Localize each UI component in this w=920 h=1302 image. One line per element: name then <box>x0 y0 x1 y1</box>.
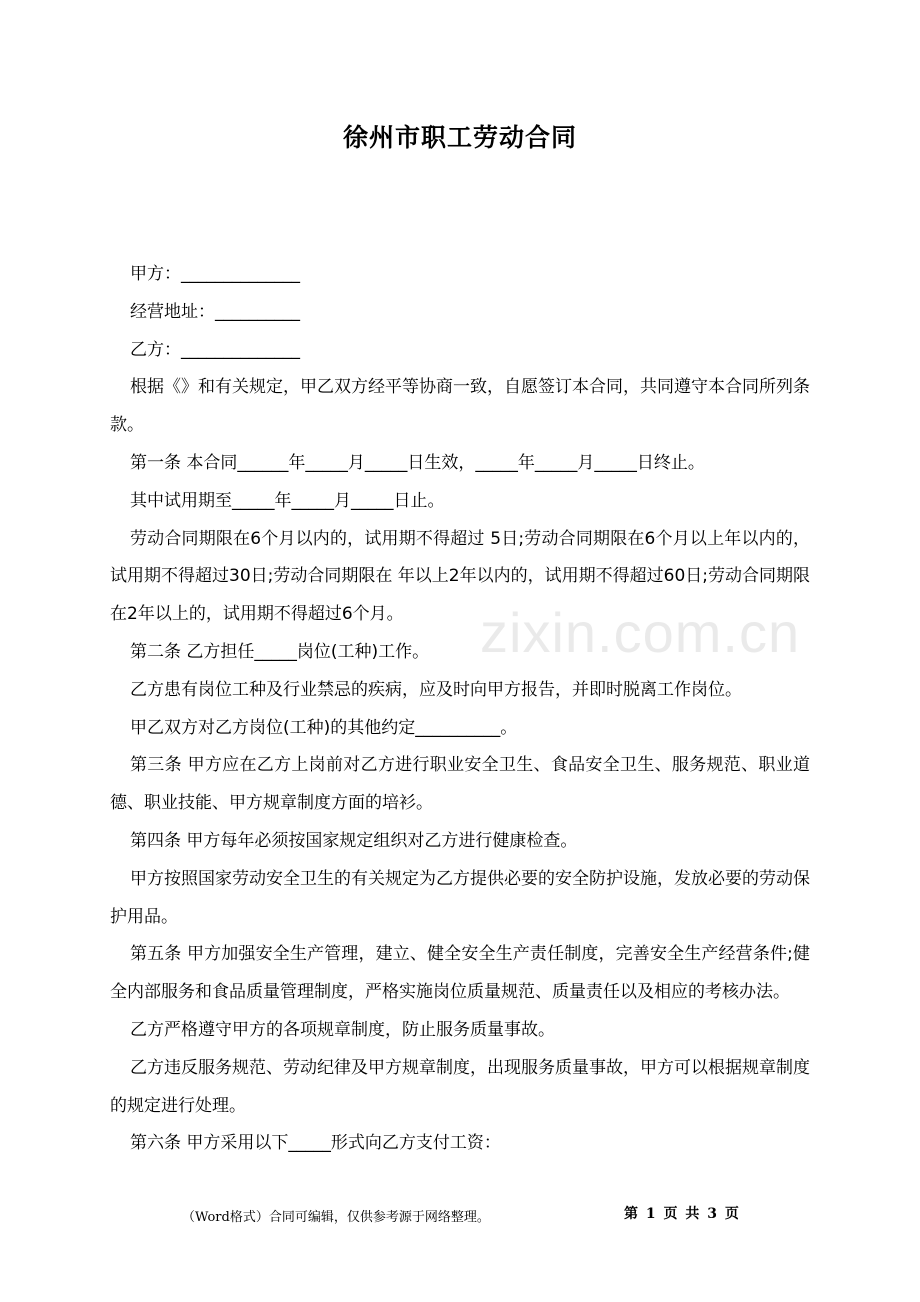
watermark: zixin.com.cn <box>480 601 801 664</box>
rules-compliance-paragraph: 乙方严格遵守甲方的各项规章制度，防止服务质量事故。 <box>130 1019 555 1040</box>
article-6-paragraph: 第六条 甲方采用以下_____形式向乙方支付工资： <box>130 1133 501 1154</box>
article-2-paragraph: 第二条 乙方担任_____岗位(工种)工作。 <box>130 641 430 662</box>
article-4-paragraph: 第四条 甲方每年必须按国家规定组织对乙方进行健康检查。 <box>130 830 578 851</box>
party-b-line: 乙方：______________ <box>130 339 300 360</box>
business-address-line: 经营地址：__________ <box>130 301 300 322</box>
disease-report-paragraph: 乙方患有岗位工种及行业禁忌的疾病，应及时向甲方报告，并即时脱离工作岗位。 <box>130 679 742 700</box>
violation-handling-paragraph: 乙方违反服务规范、劳动纪律及甲方规章制度，出现服务质量事故，甲方可以根据规章制度的规定进行处理。 <box>110 1057 810 1116</box>
safety-equipment-paragraph: 甲方按照国家劳动安全卫生的有关规定为乙方提供必要的安全防护设施，发放必要的劳动保护用品。 <box>110 868 810 927</box>
probation-rules-paragraph: 劳动合同期限在6个月以内的，试用期不得超过 5日;劳动合同期限在6个月以上年以内的，试用期不得超过30日;劳动合同期限在 年以上2年以内的，试用期不得超过60日;劳动合同期限在2年以上的，试用期不得超过6个月。 <box>110 528 810 625</box>
probation-period-paragraph: 其中试用期至_____年_____月_____日止。 <box>130 490 445 511</box>
party-a-line: 甲方：______________ <box>130 264 300 284</box>
document-title: 徐州市职工劳动合同 <box>342 123 577 152</box>
other-agreement-paragraph: 甲乙双方对乙方岗位(工种)的其他约定__________。 <box>130 717 518 738</box>
article-5-paragraph: 第五条 甲方加强安全生产管理，建立、健全安全生产责任制度，完善安全生产经营条件;健全内部服务和食品质量管理制度，严格实施岗位质量规范、质量责任以及相应的考核办法。 <box>110 944 810 1003</box>
preamble-paragraph: 根据《》和有关规定，甲乙双方经平等协商一致，自愿签订本合同，共同遵守本合同所列条款。 <box>110 377 810 436</box>
footer-note: （Word格式）合同可编辑，仅供参考源于网络整理。 <box>182 1210 490 1225</box>
article-1-paragraph: 第一条 本合同______年_____月_____日生效，_____年_____月_____日终止。 <box>130 452 705 473</box>
document-body <box>110 256 810 1163</box>
article-3-paragraph: 第三条 甲方应在乙方上岗前对乙方进行职业安全卫生、食品安全卫生、服务规范、职业道德、职业技能、甲方规章制度方面的培衫。 <box>110 755 810 814</box>
page-number: 第 1 页 共 3 页 <box>624 1206 739 1222</box>
